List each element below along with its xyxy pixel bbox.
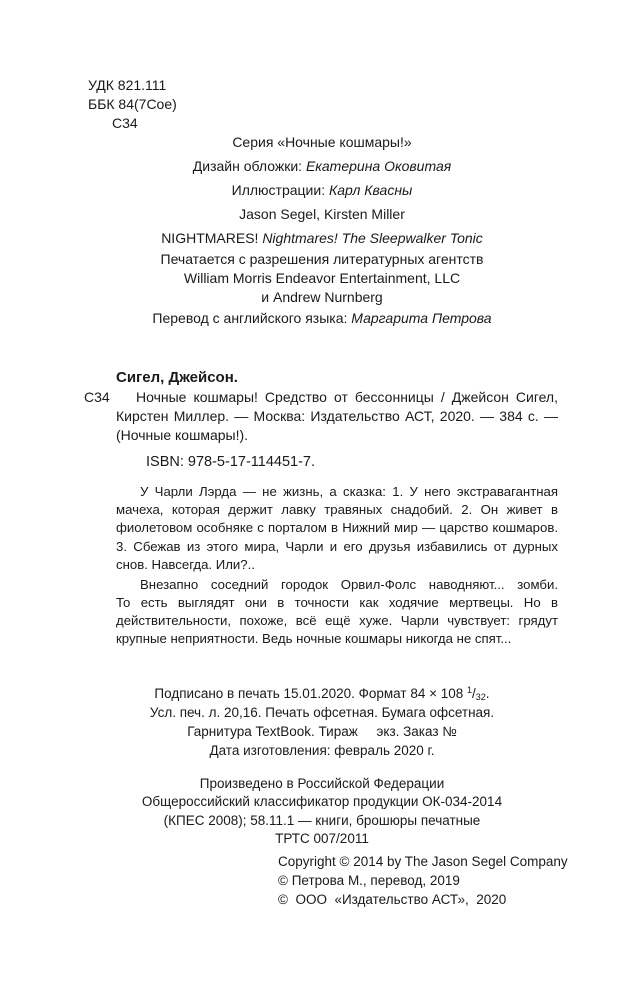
illustrations-label: Иллюстрации: <box>231 182 329 198</box>
imprint-line: Усл. печ. л. 20,16. Печать офсетная. Бумага офсетная. <box>149 705 495 720</box>
copyright-line: Copyright © 2014 by The Jason Segel Company <box>278 854 568 869</box>
production-line: Произведено в Российской Федерации <box>199 776 445 791</box>
annotation-line: фиолетовом особняке с порталом в Нижний мир — царство кошмаров. <box>116 520 558 535</box>
copyright-line: © ООО «Издательство АСТ», 2020 <box>278 892 507 907</box>
illustrator: Карл Квасны <box>328 182 413 198</box>
production-line: Общероссийский классификатор продукции ОК-034-2014 <box>141 794 503 809</box>
annotation-line: мачеха, которая держит лавку травяных снадобий. 2. Он живет в <box>116 502 558 517</box>
annotation-line: Внезапно соседний городок Орвил-Фолс наводняют... зомби. <box>140 577 558 592</box>
cover-design-line <box>22 158 619 175</box>
record-line: (Ночные кошмары!). <box>116 427 249 443</box>
format-denominator: 32 <box>475 692 486 702</box>
annotation-line: То есть выглядят они в точности как ходячие мертвецы. Но в <box>116 595 558 610</box>
imprint-line: Дата изготовления: февраль 2020 г. <box>209 743 435 758</box>
record-line: Кирстен Миллер. — Москва: Издательство АСТ, 2020. — 384 с. — <box>116 408 558 424</box>
production-line: (КПЕС 2008); 58.11.1 — книги, брошюры печатные <box>163 813 481 828</box>
original-title: Nightmares! The Sleepwalker Tonic <box>262 230 483 246</box>
annotation-line: снов. Навсегда. Или?.. <box>116 557 255 572</box>
translation-label: Перевод с английского языка: <box>152 310 352 326</box>
annotation-line: крупные неприятности. Ведь ночные кошмары никогда не спят... <box>116 631 512 646</box>
record-line: Ночные кошмары! Средство от бессонницы / Джейсон Сигел, <box>136 389 558 405</box>
cover-designer: Екатерина Оковитая <box>305 158 452 174</box>
record-code: С34 <box>84 389 110 405</box>
translator: Маргарита Петрова <box>351 310 492 326</box>
annotation-line: У Чарли Лэрда — не жизнь, а сказка: 1. У него экстравагантная <box>140 484 558 499</box>
copyright-line: © Петрова М., перевод, 2019 <box>278 873 460 888</box>
isbn: ISBN: 978-5-17-114451-7. <box>146 454 316 470</box>
imprint-line: Гарнитура TextBook. Тираж экз. Заказ № <box>187 724 457 739</box>
production-line: ТРТС 007/2011 <box>275 831 369 846</box>
series-line: Серия «Ночные кошмары!» <box>232 134 412 150</box>
original-title-line <box>22 230 619 247</box>
original-series: NIGHTMARES! <box>161 230 263 246</box>
permission-line: William Morris Endeavor Entertainment, LLC <box>183 270 461 286</box>
signed-text: Подписано в печать 15.01.2020. Формат 84 × 108 <box>154 686 467 701</box>
annotation-line: действительности, похоже, всё ещё хуже. Чарли чувствует: грядут <box>116 613 558 628</box>
annotation-line: 3. Сбежав из этого мира, Чарли и его друзья избавились от дурных <box>116 539 558 554</box>
cover-label: Дизайн обложки: <box>192 158 306 174</box>
illustrations-line <box>22 182 619 199</box>
original-authors: Jason Segel, Kirsten Miller <box>239 206 405 222</box>
author-mark: С34 <box>112 115 138 131</box>
format-numerator: 1 <box>467 685 473 695</box>
permission-line: и Andrew Nurnberg <box>261 289 383 305</box>
permission-line: Печатается с разрешения литературных агентств <box>160 251 484 267</box>
udk-code: УДК 821.111 <box>88 77 167 93</box>
translation-line <box>22 310 619 327</box>
signed-to-print: Подписано в печать 15.01.2020. Формат 84 × 108 $^1$/32. <box>154 685 490 702</box>
author-heading: Сигел, Джейсон. <box>116 369 238 386</box>
bbk-code: ББК 84(7Сое) <box>88 96 177 112</box>
